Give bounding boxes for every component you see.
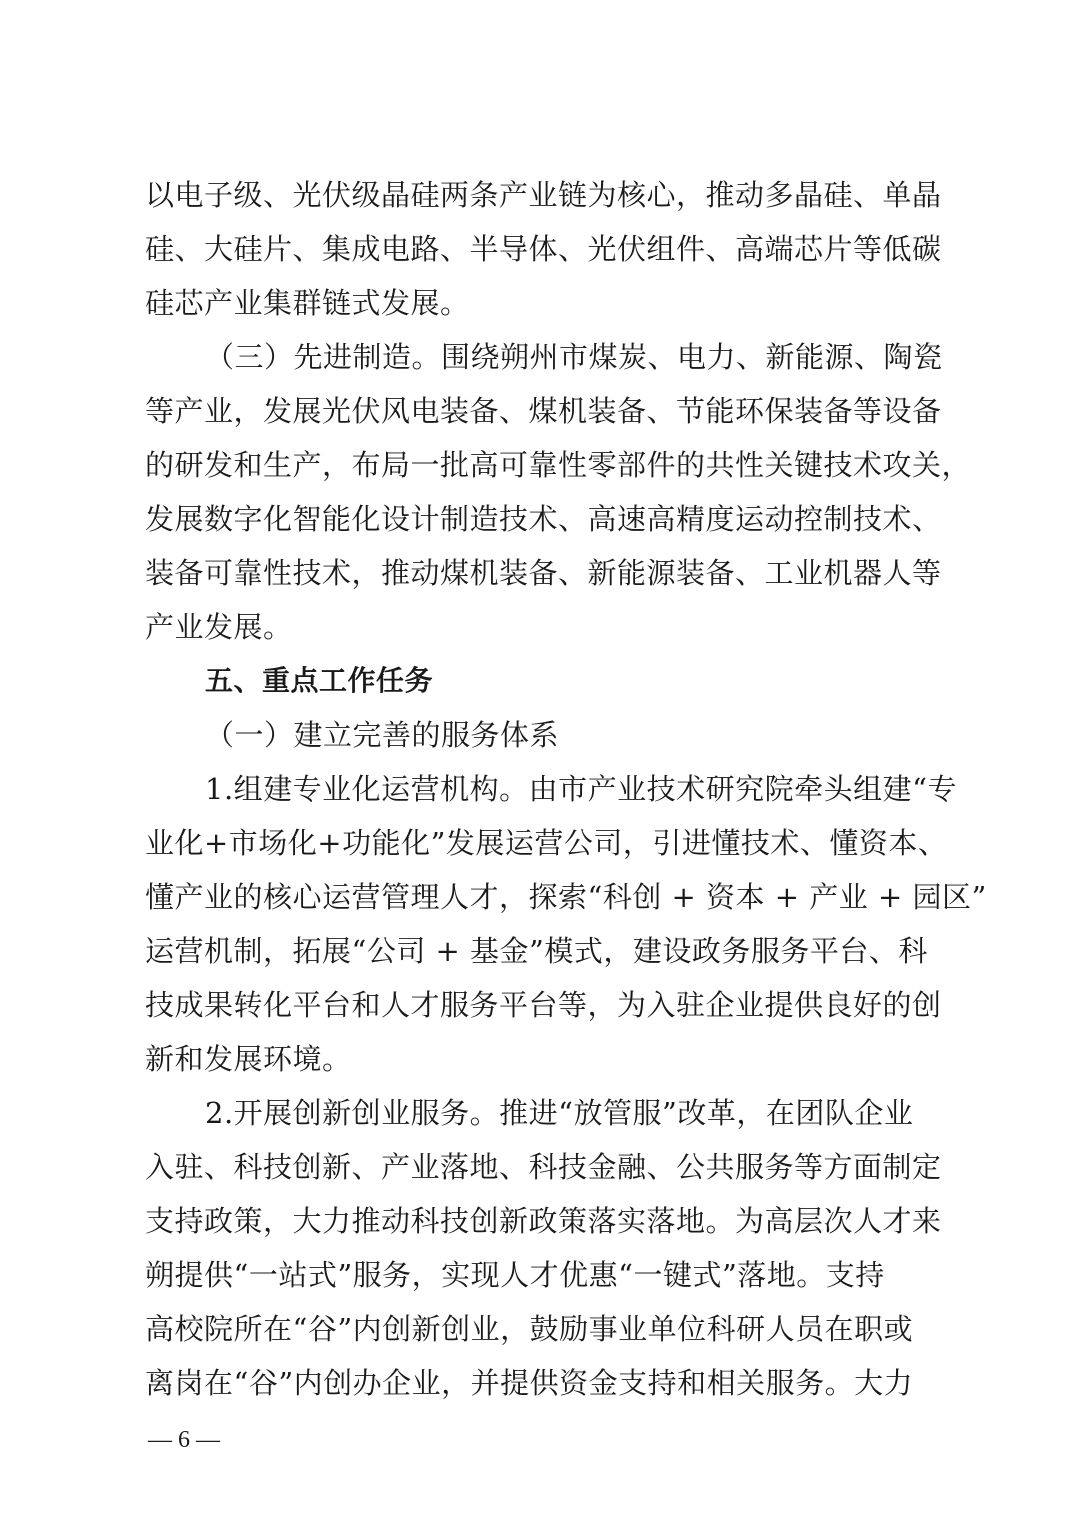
page-number: — 6 — <box>148 1427 220 1453</box>
paragraph-line-2: 硅、大硅片、集成电路、半导体、光伏组件、高端芯片等低碳 <box>145 232 942 266</box>
item-1-line-5: 技成果转化平台和人才服务平台等，为入驻企业提供良好的创 <box>145 988 942 1022</box>
item-1-line-4: 运营机制，拓展“公司 + 基金”模式，建设政务服务平台、科 <box>145 934 928 968</box>
paragraph-line-5: 等产业，发展光伏风电装备、煤机装备、节能环保装备等设备 <box>145 394 942 428</box>
item-2-line-4: 朔提供“一站式”服务，实现人才优惠“一键式”落地。支持 <box>145 1258 885 1292</box>
item-2-line-3: 支持政策，大力推动科技创新政策落实落地。为高层次人才来 <box>145 1204 942 1238</box>
item-2-line-5: 高校院所在“谷”内创新创业，鼓励事业单位科研人员在职或 <box>145 1312 914 1346</box>
item-1-line-6: 新和发展环境。 <box>145 1042 352 1076</box>
item-2-line-1: 2.开展创新创业服务。推进“放管服”改革，在团队企业 <box>205 1096 914 1130</box>
item-1-line-3: 懂产业的核心运营管理人才，探索“科创 + 资本 + 产业 + 园区” <box>145 880 987 914</box>
section-heading-key-tasks: 五、重点工作任务 <box>205 664 434 697</box>
paragraph-line-9: 产业发展。 <box>145 610 293 644</box>
paragraph-line-1: 以电子级、光伏级晶硅两条产业链为核心，推动多晶硅、单晶 <box>145 178 942 212</box>
paragraph-line-6: 的研发和生产，布局一批高可靠性零部件的共性关键技术攻关， <box>145 448 972 482</box>
item-2-line-2: 入驻、科技创新、产业落地、科技金融、公共服务等方面制定 <box>145 1150 942 1184</box>
item-1-line-1: 1.组建专业化运营机构。由市产业技术研究院牵头组建“专 <box>205 772 957 806</box>
paragraph-line-8: 装备可靠性技术，推动煤机装备、新能源装备、工业机器人等 <box>145 556 942 590</box>
paragraph-line-3: 硅芯产业集群链式发展。 <box>145 286 470 320</box>
section-3-advanced-manufacturing-line-1: （三）先进制造。围绕朔州市煤炭、电力、新能源、陶瓷 <box>205 340 943 374</box>
subsection-heading-service-system: （一）建立完善的服务体系 <box>205 718 560 752</box>
item-2-line-6: 离岗在“谷”内创办企业，并提供资金支持和相关服务。大力 <box>145 1366 914 1400</box>
item-1-line-2: 业化+市场化+功能化”发展运营公司，引进懂技术、懂资本、 <box>145 826 948 860</box>
paragraph-line-7: 发展数字化智能化设计制造技术、高速高精度运动控制技术、 <box>145 502 942 536</box>
